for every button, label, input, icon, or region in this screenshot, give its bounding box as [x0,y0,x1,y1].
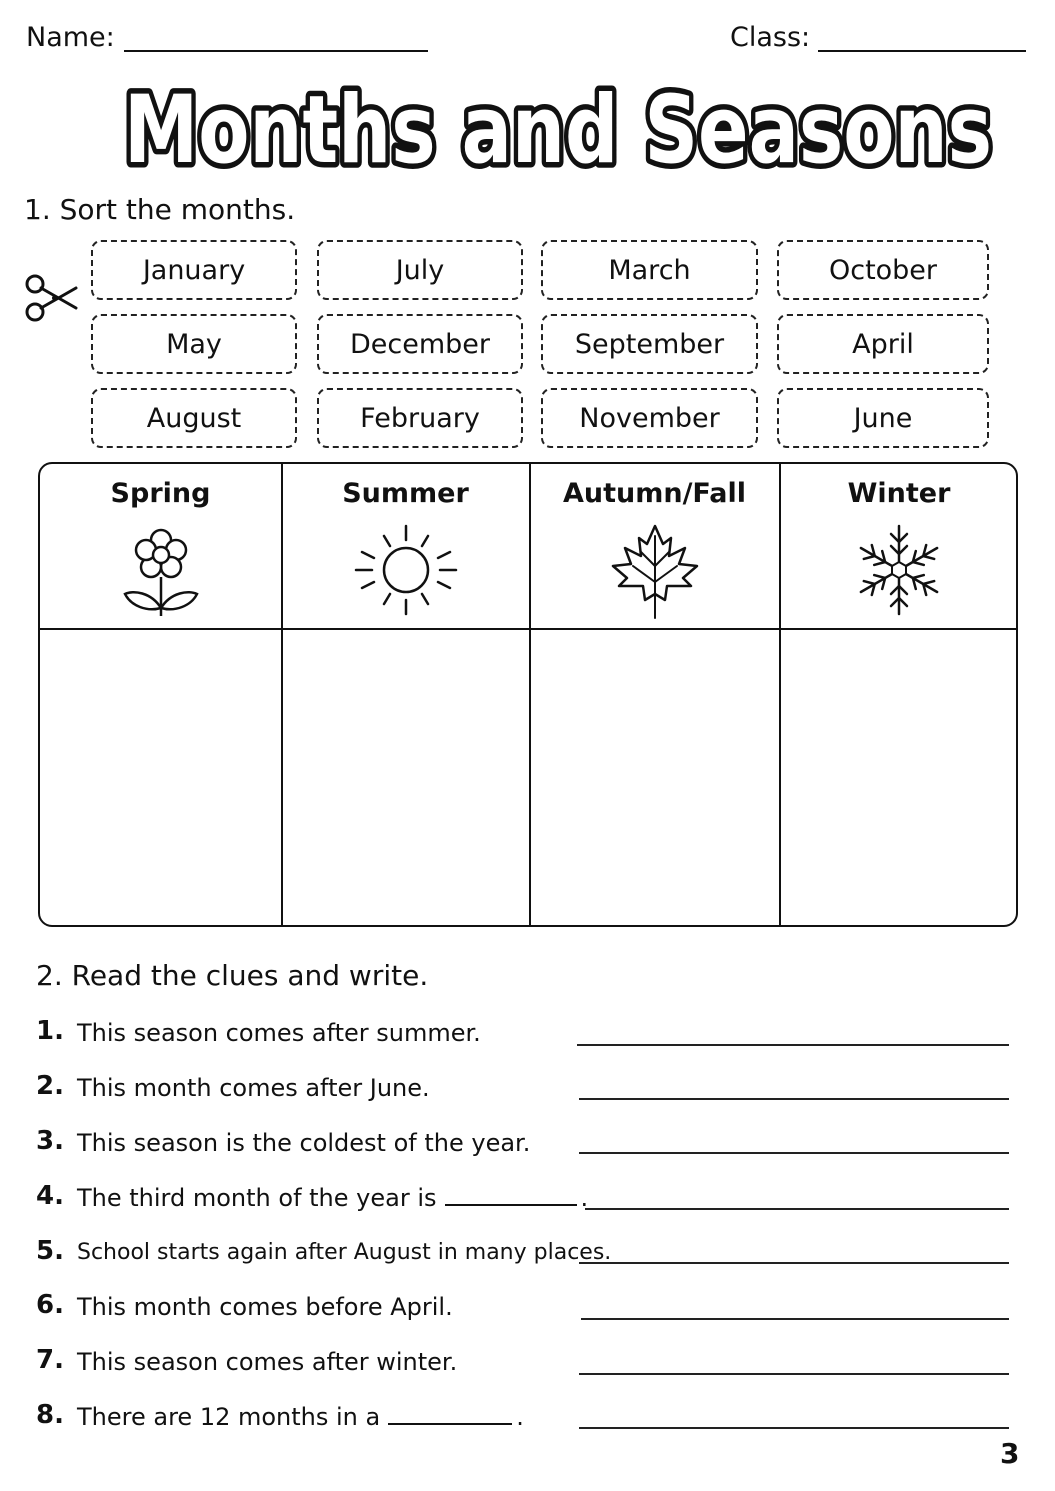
clue-number: 8. [36,1400,64,1430]
clue-text: This month comes after June. [77,1074,430,1102]
month-card[interactable]: August [91,388,297,448]
season-column-autumn [530,464,779,925]
clue-number: 1. [36,1016,64,1046]
summer-drop-zone[interactable] [282,631,529,925]
clue-text-after: . [516,1403,524,1431]
month-card[interactable]: March [541,240,758,300]
season-column-winter [780,464,1018,925]
clue-number: 3. [36,1126,64,1156]
month-card[interactable]: January [91,240,297,300]
sun-icon [354,522,458,622]
answer-line[interactable] [579,1427,1009,1429]
month-card[interactable]: July [317,240,523,300]
answer-line[interactable] [585,1208,1009,1210]
clue-text-before: The third month of the year is [77,1184,437,1212]
worksheet-title [0,70,1055,180]
winter-drop-zone[interactable] [780,631,1018,925]
page-number: 3 [1000,1437,1020,1470]
clue-text: School starts again after August in many places. [77,1240,612,1265]
clue-text: This season comes after winter. [77,1348,458,1376]
season-sort-table [38,462,1018,927]
month-card[interactable]: December [317,314,523,374]
section2-heading: 2. Read the clues and write. [36,959,429,992]
season-title: Winter [847,478,951,509]
month-card[interactable]: June [777,388,989,448]
answer-line[interactable] [577,1044,1009,1046]
clue-text-with-blank [77,1403,524,1431]
answer-line[interactable] [579,1152,1009,1154]
clue-text: This season is the coldest of the year. [77,1129,531,1157]
flower-icon [121,522,201,622]
season-column-spring [40,464,281,925]
title-text: Months and Seasons [124,76,992,180]
spring-drop-zone[interactable] [40,631,281,925]
season-column-summer [282,464,529,925]
clue-number: 2. [36,1071,64,1101]
name-label: Name: [26,22,115,53]
class-label: Class: [730,22,811,53]
section1-heading: 1. Sort the months. [24,193,296,226]
clue-text-after: . [580,1184,589,1212]
clue-number: 4. [36,1181,64,1211]
class-field[interactable] [818,50,1026,52]
month-card[interactable]: November [541,388,758,448]
month-card[interactable]: October [777,240,989,300]
season-title: Summer [342,478,469,509]
clue-number: 7. [36,1345,64,1375]
leaf-icon [607,522,703,624]
autumn-drop-zone[interactable] [530,631,779,925]
snowflake-icon [851,522,947,622]
month-card[interactable]: May [91,314,297,374]
month-card[interactable]: April [777,314,989,374]
scissors-icon [24,273,80,327]
inline-blank[interactable] [445,1204,577,1206]
answer-line[interactable] [579,1373,1009,1375]
clue-text: This month comes before April. [77,1293,453,1321]
clue-text-before: There are 12 months in a [77,1403,381,1431]
month-card[interactable]: September [541,314,758,374]
month-card[interactable]: February [317,388,523,448]
clue-text: This season comes after summer. [77,1019,481,1047]
season-title: Autumn/Fall [562,478,747,509]
inline-blank[interactable] [388,1423,512,1425]
season-title: Spring [110,478,211,509]
clue-number: 5. [36,1236,64,1266]
answer-line[interactable] [581,1318,1009,1320]
clue-number: 6. [36,1290,64,1320]
answer-line[interactable] [579,1262,1009,1264]
clue-text-with-blank [77,1184,588,1212]
answer-line[interactable] [579,1098,1009,1100]
name-field[interactable] [124,50,428,52]
